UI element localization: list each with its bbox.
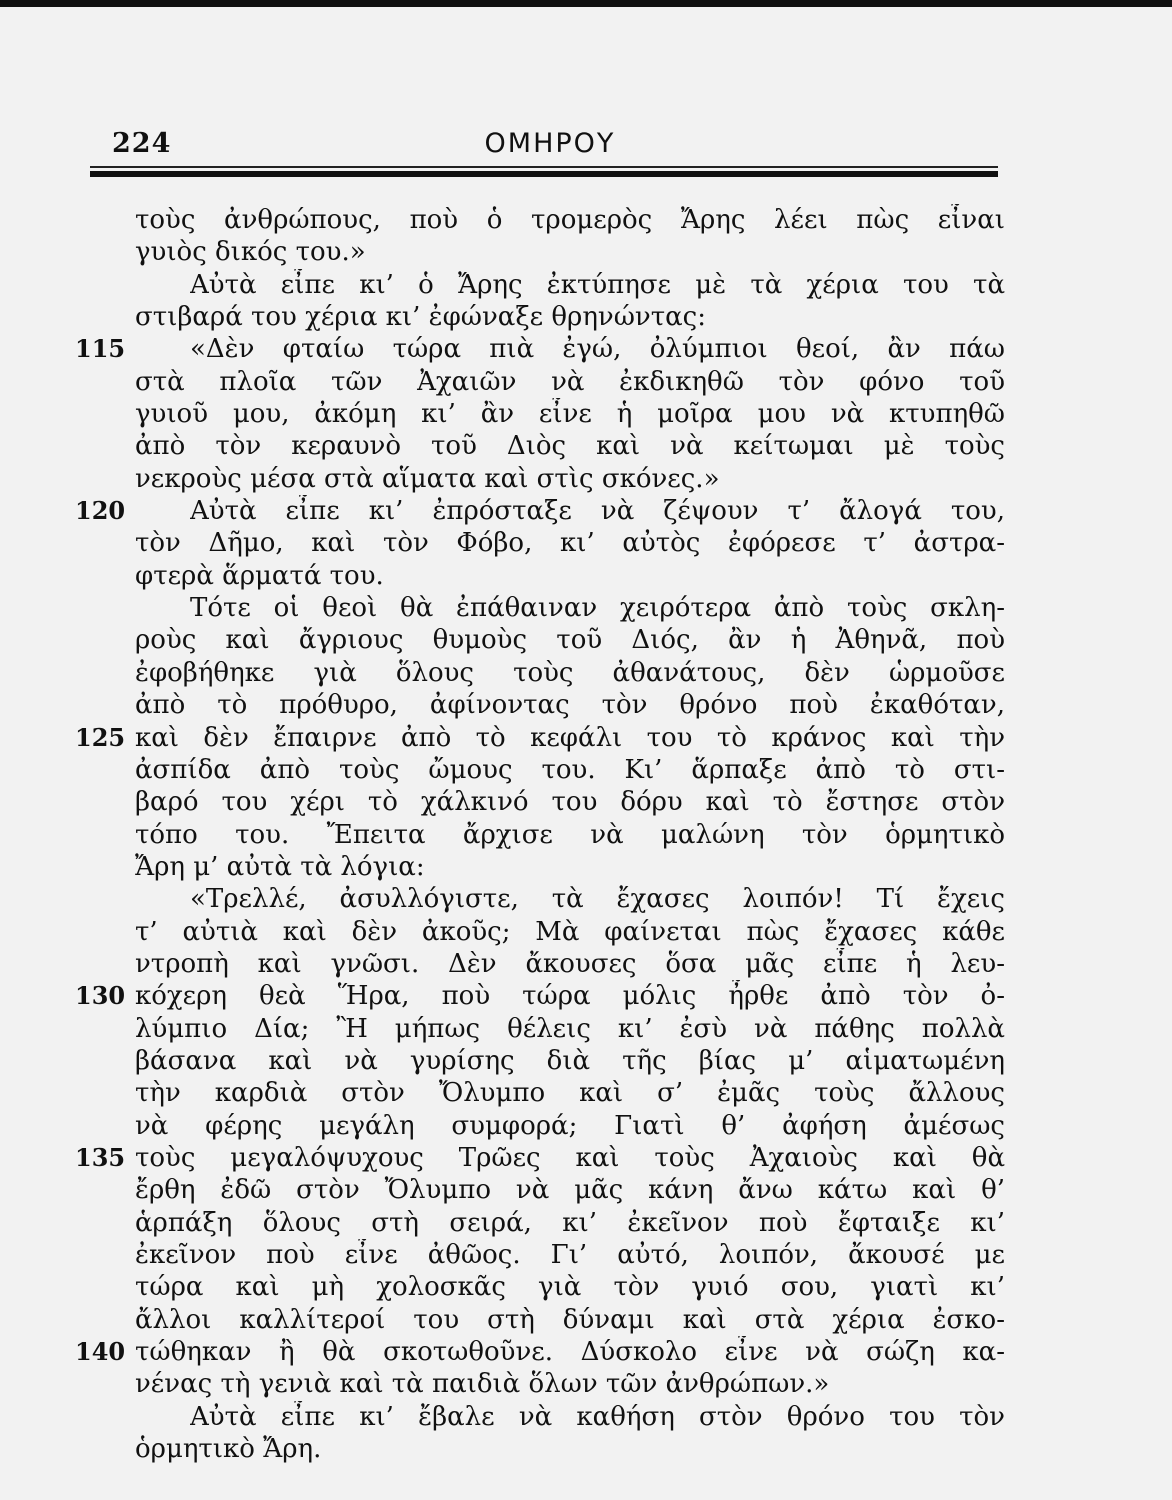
verse-line-number: 125 [75,722,126,752]
line-text: βαρό του χέρι τὸ χάλκινό του δόρυ καὶ τὸ ἔστησε στὸν [135,787,1005,818]
line-text: στὰ πλοῖα τῶν Ἀχαιῶν νὰ ἐκδικηθῶ τὸν φόνο τοῦ [135,366,1005,397]
text-line [75,1110,1010,1142]
line-text: ἐκεῖνον ποὺ εἶνε ἀθῶος. Γι’ αὐτό, λοιπόν, ἄκουσέ με [135,1240,1005,1270]
text-line [75,1013,1010,1045]
line-text: Αὐτὰ εἶπε κι’ ἐπρόσταξε νὰ ζέψουν τ’ ἄλογά του, [190,496,1005,527]
text-line [75,1239,1010,1271]
text-line [75,301,1010,333]
line-text: κόχερη θεὰ Ἥρα, ποὺ τώρα μόλις ἦρθε ἀπὸ τὸν ὀ- [135,981,1005,1012]
verse-line-number: 115 [75,334,126,364]
line-text: τοὺς μεγαλόψυχους Τρῶες καὶ τοὺς Ἀχαιοὺς καὶ θὰ [135,1142,1005,1173]
running-head: ΟΜΗΡΟΥ [484,128,616,159]
verse-line-number: 130 [75,981,126,1011]
line-text: τὸν Δῆμο, καὶ τὸν Φόβο, κι’ αὐτὸς ἐφόρεσε τ’ ἀστρα- [135,528,1005,559]
text-line [75,592,1010,624]
text-line [75,1368,1010,1400]
text-line [75,786,1010,818]
text-line [75,269,1010,301]
text-line [75,980,1010,1012]
line-text: Τότε οἱ θεοὶ θὰ ἐπάθαιναν χειρότερα ἀπὸ τοὺς σκλη- [190,593,1005,624]
body-text [75,204,1010,1465]
text-line [75,1336,1010,1368]
text-line [75,1433,1010,1465]
line-text: νεκροὺς μέσα στὰ αἵματα καὶ στὶς σκόνες.» [135,463,720,494]
text-line [75,236,1010,268]
verse-line-number: 140 [75,1337,126,1367]
text-line [75,430,1010,462]
line-text: τὴν καρδιὰ στὸν Ὄλυμπο καὶ σ’ ἐμᾶς τοὺς ἄλλους [135,1078,1005,1109]
text-line [75,527,1010,559]
line-text: νένας τὴ γενιὰ καὶ τὰ παιδιὰ ὅλων τῶν ἀνθρώπων.» [135,1369,830,1400]
line-text: βάσανα καὶ νὰ γυρίσης διὰ τῆς βίας μ’ αἱματωμένη [135,1045,1005,1076]
line-text: ροὺς καὶ ἄγριους θυμοὺς τοῦ Διός, ἂν ἡ Ἀθηνᾶ, ποὺ [135,625,1005,656]
page-top-edge [0,0,1172,7]
verse-line-number: 135 [75,1142,126,1172]
text-line [75,948,1010,980]
text-line [75,754,1010,786]
verse-line-number: 120 [75,496,126,526]
line-text: Αὐτὰ εἶπε κι’ ἔβαλε νὰ καθήση στὸν θρόνο του τὸν [190,1401,1005,1432]
line-text: λύμπιο Δία; Ἢ μήπως θέλεις κι’ ἐσὺ νὰ πάθης πολλὰ [135,1013,1005,1044]
text-line [75,1077,1010,1109]
line-text: νὰ φέρης μεγάλη συμφορά; Γιατὶ θ’ ἀφήση ἀμέσως [135,1110,1005,1141]
page-number: 224 [112,128,172,159]
line-text: ἀσπίδα ἀπὸ τοὺς ὤμους του. Κι’ ἅρπαξε ἀπὸ τὸ στι- [135,754,1005,785]
line-text: ἀπὸ τὸ πρόθυρο, ἀφίνοντας τὸν θρόνο ποὺ ἐκαθόταν, [135,690,1005,721]
line-text: ἄλλοι καλλίτεροί του στὴ δύναμι καὶ στὰ χέρια ἐσκο- [135,1304,1005,1335]
line-text: «Δὲν φταίω τώρα πιὰ ἐγώ, ὀλύμπιοι θεοί, ἂν πάω [190,334,1005,365]
line-text: ὁρμητικὸ Ἄρη. [135,1434,322,1465]
text-line [75,624,1010,656]
text-line [75,883,1010,915]
text-line [75,366,1010,398]
text-line [75,1142,1010,1174]
line-text: τώρα καὶ μὴ χολοσκᾶς γιὰ τὸν γυιό σου, γιατὶ κι’ [135,1272,1005,1303]
text-line [75,560,1010,592]
text-line [75,851,1010,883]
text-line [75,1271,1010,1303]
text-line [75,689,1010,721]
line-text: γυιὸς δικός του.» [135,237,366,268]
line-text: τώθηκαν ἢ θὰ σκοτωθοῦνε. Δύσκολο εἶνε νὰ σώζη κα- [135,1337,1005,1368]
line-text: ἁρπάξη ὅλους στὴ σειρά, κι’ ἐκεῖνον ποὺ ἔφταιξε κι’ [135,1207,1005,1238]
text-line [75,398,1010,430]
text-line [75,1304,1010,1336]
text-line [75,204,1010,236]
line-text: τόπο του. Ἔπειτα ἄρχισε νὰ μαλώνη τὸν ὁρμητικὸ [135,819,1005,850]
line-text: καὶ δὲν ἔπαιρνε ἀπὸ τὸ κεφάλι του τὸ κράνος καὶ τὴν [135,722,1005,753]
header-rule-thick [90,171,998,177]
text-line [75,495,1010,527]
text-line [75,819,1010,851]
line-text: ἐφοβήθηκε γιὰ ὅλους τοὺς ἀθανάτους, δὲν ὡρμοῦσε [135,657,1005,688]
line-text: «Τρελλέ, ἀσυλλόγιστε, τὰ ἔχασες λοιπόν! Τί ἔχεις [190,884,1005,915]
line-text: τοὺς ἀνθρώπους, ποὺ ὁ τρομερὸς Ἄρης λέει πὼς εἶναι [135,205,1005,235]
line-text: Ἄρη μ’ αὐτὰ τὰ λόγια: [135,851,425,882]
text-line [75,1401,1010,1433]
text-line [75,916,1010,948]
header-rule-thin [90,166,998,168]
line-text: ντροπὴ καὶ γνῶσι. Δὲν ἄκουσες ὅσα μᾶς εἶπε ἡ λευ- [135,948,1005,979]
line-text: τ’ αὐτιὰ καὶ δὲν ἀκοῦς; Μὰ φαίνεται πὼς ἔχασες κάθε [135,916,1005,947]
text-line [75,657,1010,689]
line-text: φτερὰ ἅρματά του. [135,560,384,591]
text-line [75,463,1010,495]
text-line [75,1045,1010,1077]
text-line [75,333,1010,365]
line-text: Αὐτὰ εἶπε κι’ ὁ Ἄρης ἐκτύπησε μὲ τὰ χέρια του τὰ [190,269,1005,300]
line-text: ἔρθη ἐδῶ στὸν Ὄλυμπο νὰ μᾶς κάνη ἄνω κάτω καὶ θ’ [135,1175,1005,1206]
line-text: γυιοῦ μου, ἀκόμη κι’ ἂν εἶνε ἡ μοῖρα μου νὰ κτυπηθῶ [135,399,1005,430]
line-text: στιβαρά του χέρια κι’ ἐφώναξε θρηνώντας: [135,302,706,333]
text-line [75,1174,1010,1206]
text-line [75,1207,1010,1239]
text-line [75,722,1010,754]
line-text: ἀπὸ τὸν κεραυνὸ τοῦ Διὸς καὶ νὰ κείτωμαι μὲ τοὺς [135,431,1005,462]
